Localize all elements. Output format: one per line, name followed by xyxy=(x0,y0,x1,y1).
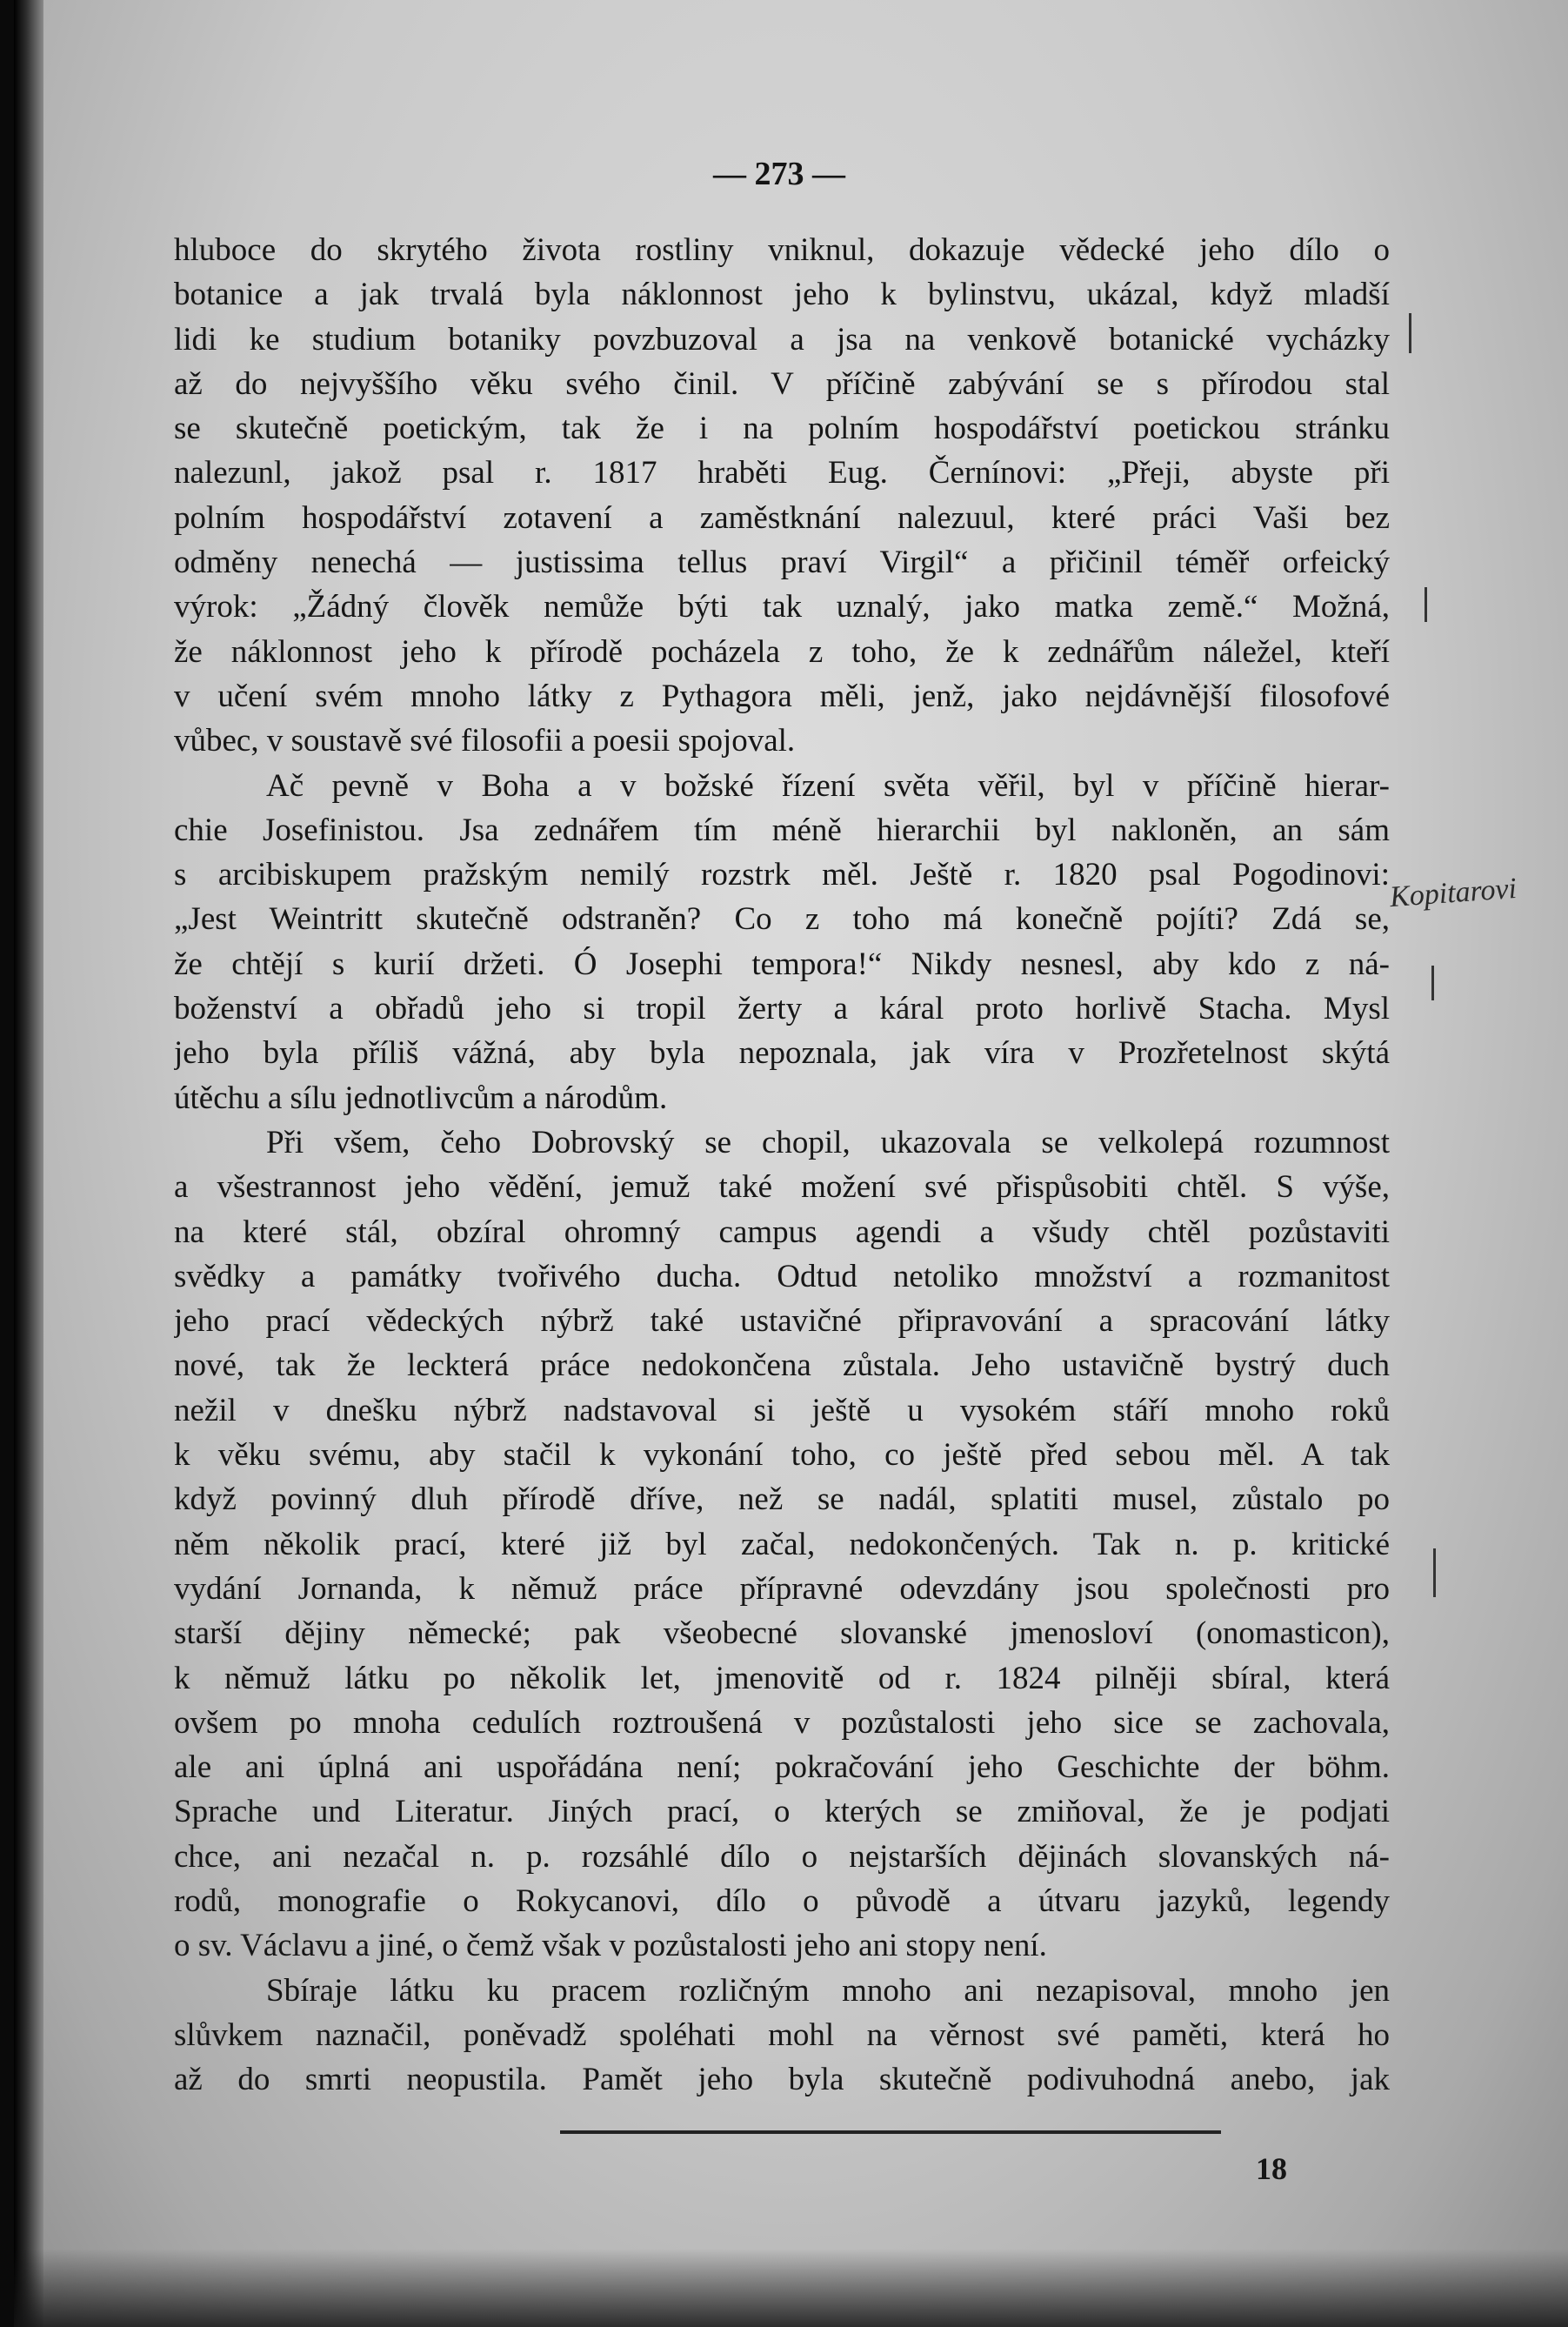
text-line: Při všem, čeho Dobrovský se chopil, ukazovala se velkolepá rozumnost xyxy=(266,1124,1390,1160)
text-line: chce, ani nezačal n. p. rozsáhlé dílo o nejstarších dějinách slovanských ná- xyxy=(174,1838,1390,1875)
text-line: „Jest Weintritt skutečně odstraněn? Co z toho má konečně pojíti? Zdá se, xyxy=(174,901,1390,938)
margin-handwritten-note: Kopitarovi xyxy=(1388,872,1518,914)
text-line: o sv. Václavu a jiné, o čemž však v pozůstalosti jeho ani stopy není. xyxy=(174,1928,1047,1964)
margin-pencil-mark xyxy=(1433,1548,1436,1597)
text-line: chie Josefinistou. Jsa zednářem tím méně hierarchii byl nakloněn, an sám xyxy=(174,812,1390,848)
text-line: na které stál, obzíral ohromný campus agendi a všudy chtěl pozůstaviti xyxy=(174,1214,1390,1250)
text-line: k němuž látku po několik let, jmenovitě od r. 1824 pilněji sbíral, která xyxy=(174,1660,1390,1696)
text-line: svědky a památky tvořivého ducha. Odtud netoliko množství a rozmanitost xyxy=(174,1258,1390,1294)
text-line: polním hospodářství zotavení a zaměstknání nalezuul, které práci Vaši bez xyxy=(174,499,1390,536)
page-number: — 273 — xyxy=(713,156,845,192)
text-line: boženství a obřadů jeho si tropil žerty a káral proto horlivě Stacha. Mysl xyxy=(174,991,1390,1027)
margin-pencil-mark xyxy=(1409,313,1411,353)
text-line: k věku svému, aby stačil k vykonání toho, co ještě před sebou měl. A tak xyxy=(174,1437,1390,1474)
body-text xyxy=(174,228,1390,2102)
text-line: ale ani úplná ani uspořádána není; pokračování jeho Geschichte der böhm. xyxy=(174,1749,1390,1786)
text-line: až do smrti neopustila. Pamět jeho byla skutečně podivuhodná anebo, jak xyxy=(174,2062,1390,2098)
text-line: a všestrannost jeho vědění, jemuž také možení své přispůsobiti chtěl. S výše, xyxy=(174,1169,1390,1206)
text-line: se skutečně poetickým, tak že i na polním hospodářství poetickou stránku xyxy=(174,411,1390,447)
page-bottom-shadow xyxy=(14,2249,1568,2327)
text-line: že chtějí s kurií držeti. Ó Josephi tempora!“ Nikdy nesnesl, aby kdo z ná- xyxy=(174,946,1390,982)
text-line: ovšem po mnoha cedulích roztroušená v pozůstalosti jeho sice se zachovala, xyxy=(174,1704,1390,1741)
text-line: vůbec, v soustavě své filosofii a poesii spojoval. xyxy=(174,723,796,759)
text-line: rodů, monografie o Rokycanovi, dílo o původě a útvaru jazyků, legendy xyxy=(174,1882,1390,1919)
text-line: Sprache und Literatur. Jiných prací, o kterých se zmiňoval, že je podjati xyxy=(174,1794,1390,1830)
text-line: lidi ke studium botaniky povzbuzoval a jsa na venkově botanické vycházky xyxy=(174,321,1390,358)
text-line: vydání Jornanda, k němuž práce přípravné odevzdány jsou společnosti pro xyxy=(174,1570,1390,1607)
text-line: jeho prací vědeckých nýbrž také ustavičné připravování a spracování látky xyxy=(174,1303,1390,1340)
book-page xyxy=(14,0,1568,2327)
text-line: botanice a jak trvalá byla náklonnost jeho k bylinstvu, ukázal, když mladší xyxy=(174,277,1390,313)
margin-pencil-mark xyxy=(1431,966,1434,1000)
text-line: hluboce do skrytého života rostliny vniknul, dokazuje vědecké jeho dílo o xyxy=(174,232,1390,268)
text-line: s arcibiskupem pražským nemilý rozstrk měl. Ještě r. 1820 psal Pogodinovi: xyxy=(174,857,1390,893)
signature-mark: 18 xyxy=(1256,2151,1287,2186)
text-line: útěchu a sílu jednotlivcům a národům. xyxy=(174,1080,668,1116)
text-line: starší dějiny německé; pak všeobecné slovanské jmenosloví (onomasticon), xyxy=(174,1615,1390,1652)
text-line: nežil v dnešku nýbrž nadstavoval si ještě u vysokém stáří mnoho roků xyxy=(174,1392,1390,1428)
text-line: výrok: „Žádný člověk nemůže býti tak uznalý, jako matka země.“ Možná, xyxy=(174,589,1390,625)
text-line: nalezunl, jakož psal r. 1817 hraběti Eug. Černínovi: „Přeji, abyste při xyxy=(174,455,1390,491)
text-line: nové, tak že leckterá práce nedokončena zůstala. Jeho ustavičně bystrý duch xyxy=(174,1347,1390,1384)
text-line: Sbíraje látku ku pracem rozličným mnoho ani nezapisoval, mnoho jen xyxy=(266,1972,1390,2009)
text-line: když povinný dluh přírodě dříve, než se nadál, splatiti musel, zůstalo po xyxy=(174,1481,1390,1518)
margin-pencil-mark xyxy=(1425,587,1427,622)
text-line: Ač pevně v Boha a v božské řízení světa věřil, byl v příčině hierar- xyxy=(266,767,1390,804)
text-line: až do nejvyššího věku svého činil. V příčině zabývání se s přírodou stal xyxy=(174,365,1390,402)
text-line: že náklonnost jeho k přírodě pocházela z toho, že k zednářům náležel, kteří xyxy=(174,633,1390,670)
page-edge-shadow xyxy=(14,0,43,2327)
text-line: v učení svém mnoho látky z Pythagora měli, jenž, jako nejdávnější filosofové xyxy=(174,678,1390,714)
text-line: jeho byla příliš vážná, aby byla nepoznala, jak víra v Prozřetelnost skýtá xyxy=(174,1035,1390,1072)
pencil-underline xyxy=(560,2130,1221,2134)
text-line: slůvkem naznačil, poněvadž spoléhati mohl na věrnost své paměti, která ho xyxy=(174,2016,1390,2053)
text-line: odměny nenechá — justissima tellus praví Virgil“ a přičinil téměř orfeický xyxy=(174,545,1390,581)
text-line: něm několik prací, které již byl začal, nedokončených. Tak n. p. kritické xyxy=(174,1526,1390,1562)
